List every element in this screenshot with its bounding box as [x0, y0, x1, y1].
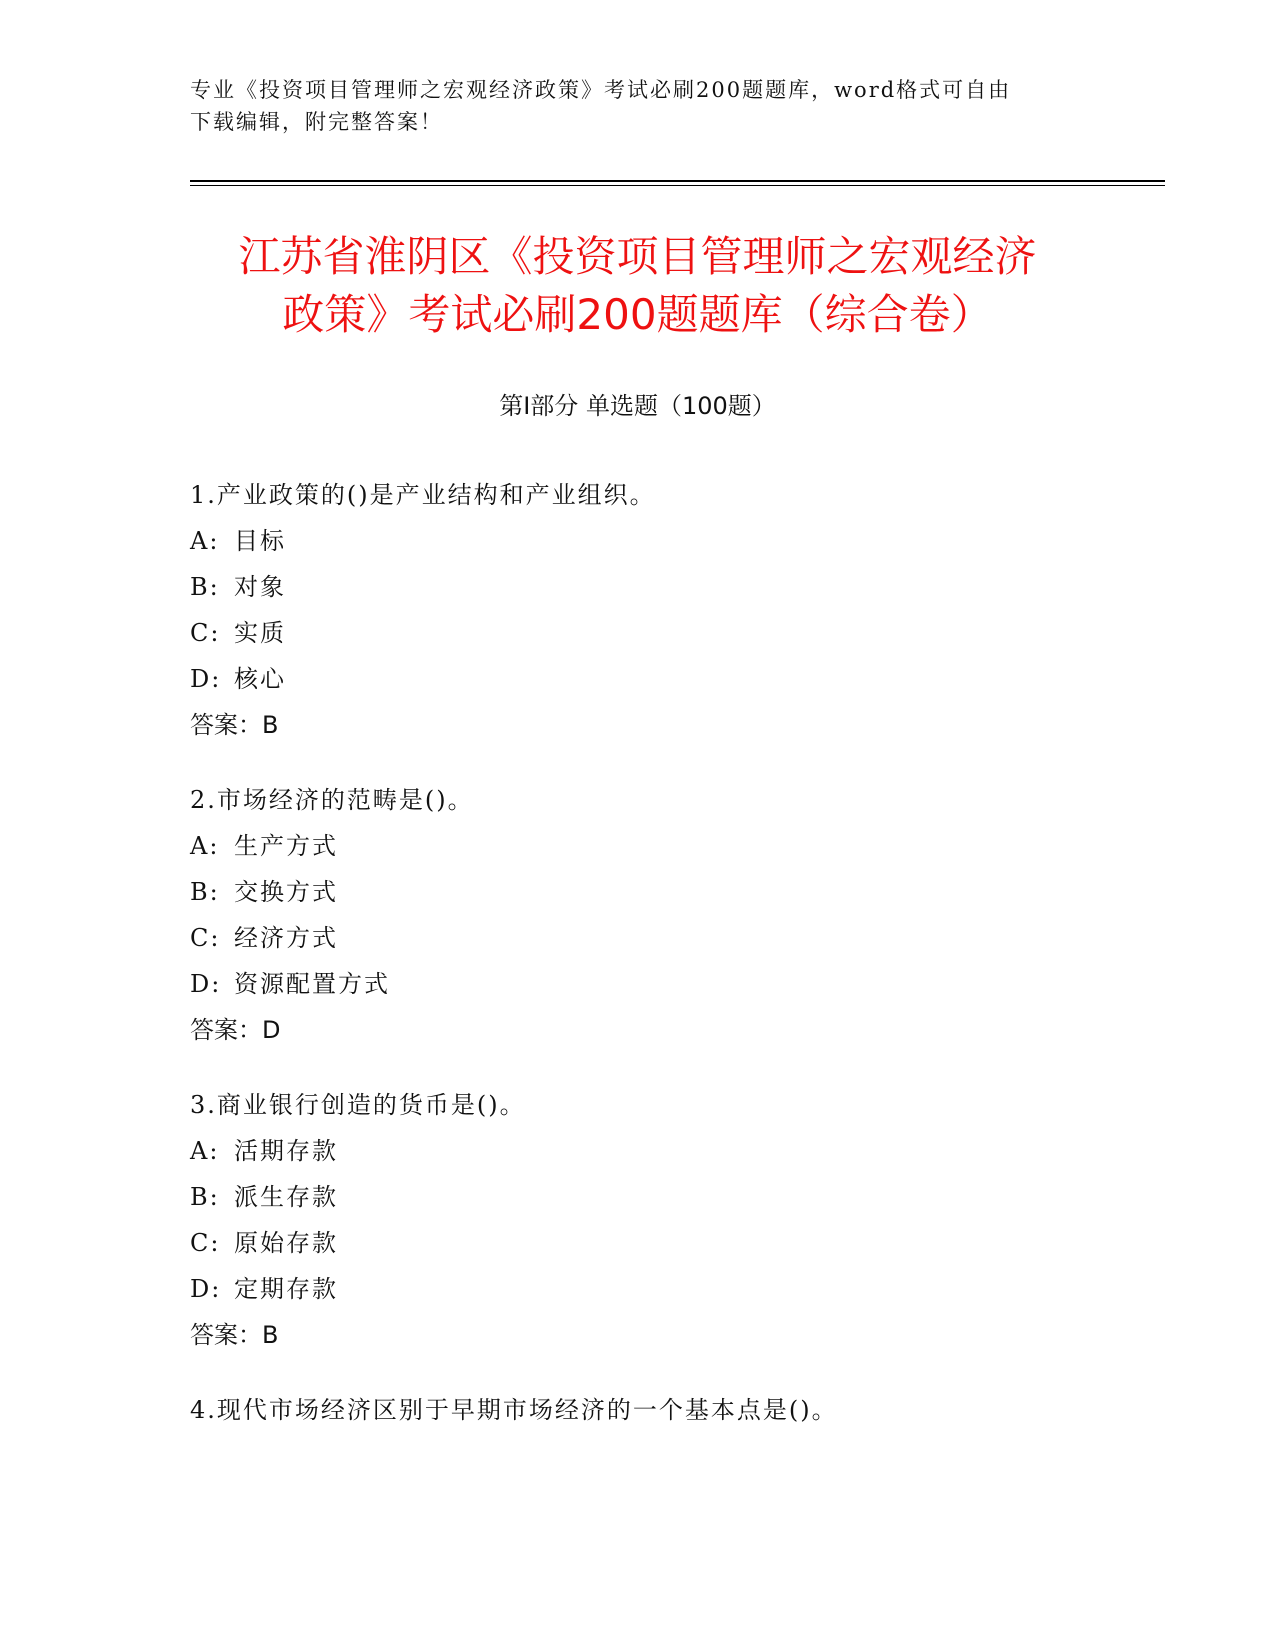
question-4 — [190, 1393, 1140, 1427]
header-note-line-1: 专业《投资项目管理师之宏观经济政策》考试必刷200题题库，word格式可自由 — [190, 78, 1012, 102]
question-list — [190, 478, 1140, 1468]
question-2 — [190, 783, 1140, 1047]
document-title — [150, 228, 1125, 344]
option-text: 核心 — [234, 665, 286, 693]
option-key: D: — [190, 970, 222, 998]
option-c — [190, 1226, 1140, 1260]
option-key: A: — [190, 832, 220, 860]
option-text: 生产方式 — [234, 832, 338, 860]
option-b — [190, 875, 1140, 909]
answer-line: 答案：B — [190, 711, 279, 739]
option-key: B: — [190, 1183, 220, 1211]
header-note — [190, 74, 1090, 138]
header-divider-thin — [190, 185, 1165, 186]
document-title-line-1: 江苏省淮阴区《投资项目管理师之宏观经济 — [238, 232, 1037, 281]
option-d — [190, 967, 1140, 1001]
option-text: 实质 — [234, 619, 286, 647]
option-c — [190, 921, 1140, 955]
option-key: D: — [190, 665, 222, 693]
option-key: B: — [190, 573, 220, 601]
header-note-line-2: 下载编辑，附完整答案！ — [190, 110, 443, 134]
option-a — [190, 1134, 1140, 1168]
option-key: C: — [190, 619, 221, 647]
question-3 — [190, 1088, 1140, 1352]
option-key: A: — [190, 527, 220, 555]
header-divider-thick — [190, 180, 1165, 182]
option-key: D: — [190, 1275, 222, 1303]
option-a — [190, 524, 1140, 558]
question-stem: 1.产业政策的()是产业结构和产业组织。 — [190, 481, 656, 509]
option-key: C: — [190, 924, 221, 952]
option-b — [190, 1180, 1140, 1214]
section-title: 第Ⅰ部分 单选题（100题） — [499, 392, 776, 420]
option-text: 原始存款 — [234, 1229, 338, 1257]
answer-line: 答案：D — [190, 1016, 281, 1044]
question-1 — [190, 478, 1140, 742]
option-a — [190, 829, 1140, 863]
option-text: 经济方式 — [234, 924, 338, 952]
option-d — [190, 1272, 1140, 1306]
document-title-line-2: 政策》考试必刷200题题库（综合卷） — [282, 290, 993, 339]
question-stem: 3.商业银行创造的货币是()。 — [190, 1091, 526, 1119]
option-key: C: — [190, 1229, 221, 1257]
option-text: 目标 — [234, 527, 286, 555]
option-key: B: — [190, 878, 220, 906]
option-key: A: — [190, 1137, 220, 1165]
option-text: 派生存款 — [234, 1183, 338, 1211]
option-c — [190, 616, 1140, 650]
option-b — [190, 570, 1140, 604]
option-text: 资源配置方式 — [234, 970, 390, 998]
option-text: 活期存款 — [234, 1137, 338, 1165]
option-text: 交换方式 — [234, 878, 338, 906]
option-d — [190, 662, 1140, 696]
answer-line: 答案：B — [190, 1321, 279, 1349]
option-text: 对象 — [234, 573, 286, 601]
question-stem: 2.市场经济的范畴是()。 — [190, 786, 474, 814]
option-text: 定期存款 — [234, 1275, 338, 1303]
question-stem: 4.现代市场经济区别于早期市场经济的一个基本点是()。 — [190, 1396, 838, 1424]
